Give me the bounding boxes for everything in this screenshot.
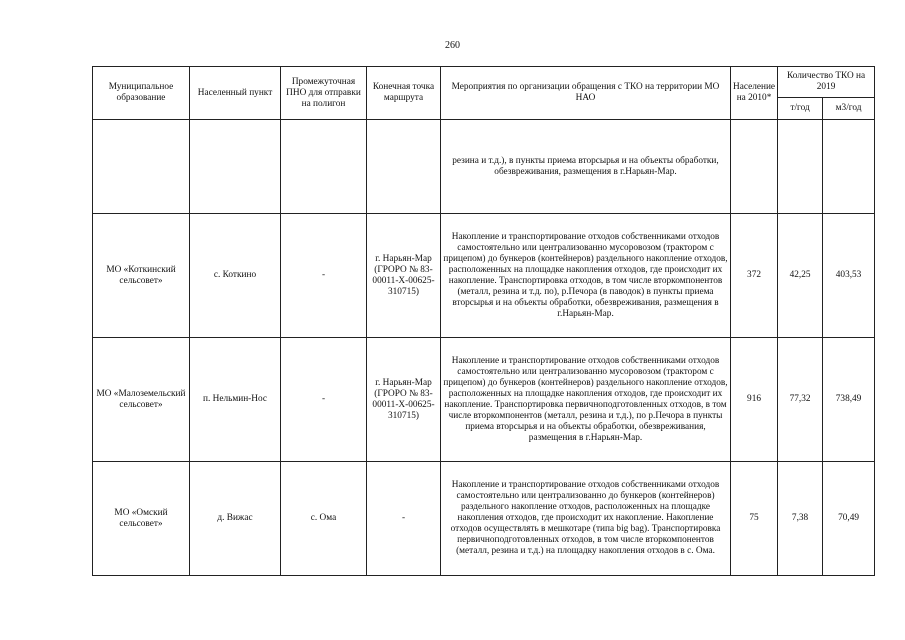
cell-route-endpoint: г. Нарьян-Мар (ГРОРО № 83-00011-Х-00625-310715) (367, 338, 441, 462)
cell-route-endpoint: - (367, 462, 441, 576)
header-settlement: Населенный пункт (190, 67, 281, 120)
cell-empty (93, 120, 190, 214)
waste-management-table (92, 66, 875, 576)
table-row-continuation (93, 120, 875, 214)
cell-measures-continuation: резина и т.д.), в пункты приема вторсырья и на объекты обработки, обезвреживания, размещения в г.Нарьян-Мар. (441, 120, 731, 214)
header-tons-per-year: т/год (778, 98, 823, 120)
cell-tons-per-year: 77,32 (778, 338, 823, 462)
table-row (93, 462, 875, 576)
cell-empty (190, 120, 281, 214)
cell-population: 75 (731, 462, 778, 576)
header-row-1 (93, 67, 875, 98)
header-intermediate-point: Промежуточная ПНО для отправки на полигон (281, 67, 367, 120)
cell-empty (731, 120, 778, 214)
cell-tons-per-year: 7,38 (778, 462, 823, 576)
cell-settlement: с. Коткино (190, 214, 281, 338)
header-quantity: Количество ТКО на 2019 (778, 67, 875, 98)
cell-route-endpoint: г. Нарьян-Мар (ГРОРО № 83-00011-Х-00625-310715) (367, 214, 441, 338)
header-municipality: Муниципальное образование (93, 67, 190, 120)
cell-population: 916 (731, 338, 778, 462)
cell-tons-per-year: 42,25 (778, 214, 823, 338)
header-route-endpoint: Конечная точка маршрута (367, 67, 441, 120)
cell-municipality: МО «Малоземельский сельсовет» (93, 338, 190, 462)
cell-m3-per-year: 70,49 (823, 462, 875, 576)
cell-municipality: МО «Коткинский сельсовет» (93, 214, 190, 338)
cell-m3-per-year: 403,53 (823, 214, 875, 338)
header-measures: Мероприятия по организации обращения с ТКО на территории МО НАО (441, 67, 731, 120)
cell-empty (823, 120, 875, 214)
cell-measures: Накопление и транспортирование отходов собственниками отходов самостоятельно или централизованно мусоровозом (трактором с прицепом) до бункеров (контейнеров) раздельного накопление отходов, расположенных на площадке накопления отходов, где происходит их накопление. Транспортировка первичноподготовленных отходов, в том числе вторкомпонентов (металл, резина и т.д.), по р.Печора в пункты приема вторсырья и на объекты обработки, обезвреживания, размещения в г.Нарьян-Мар. (441, 338, 731, 462)
page-number: 260 (445, 40, 460, 51)
cell-m3-per-year: 738,49 (823, 338, 875, 462)
cell-intermediate-point: - (281, 214, 367, 338)
cell-empty (281, 120, 367, 214)
cell-municipality: МО «Омский сельсовет» (93, 462, 190, 576)
cell-empty (778, 120, 823, 214)
header-population: Население на 2010* (731, 67, 778, 120)
cell-measures: Накопление и транспортирование отходов собственниками отходов самостоятельно или централизованно до бункеров (контейнеров) раздельного накопление отходов, расположенных на площадке накопления отходов, где происходит их накопление. Накопление отходов осуществлять в мешкотаре (типа big bag). Транспортировка первичноподготовленных отходов, в том числе вторкомпонентов (металл, резина и т.д.) на площадку накопления отходов в с. Ома. (441, 462, 731, 576)
table-row (93, 214, 875, 338)
cell-population: 372 (731, 214, 778, 338)
cell-empty (367, 120, 441, 214)
cell-intermediate-point: с. Ома (281, 462, 367, 576)
cell-measures: Накопление и транспортирование отходов собственниками отходов самостоятельно или централизованно мусоровозом (трактором с прицепом) до бункеров (контейнеров) раздельного накопление отходов, расположенных на площадке накопления отходов, где происходит их накопление. Транспортировка отходов, в том числе вторкомпонентов (металл, резина и т.д. по), р.Печора (в паводок) в пункты приема вторсырья и на объекты обработки, обезвреживания, размещения в г.Нарьян-Мар. (441, 214, 731, 338)
cell-intermediate-point: - (281, 338, 367, 462)
header-m3-per-year: м3/год (823, 98, 875, 120)
table-row (93, 338, 875, 462)
cell-settlement: п. Нельмин-Нос (190, 338, 281, 462)
cell-settlement: д. Вижас (190, 462, 281, 576)
